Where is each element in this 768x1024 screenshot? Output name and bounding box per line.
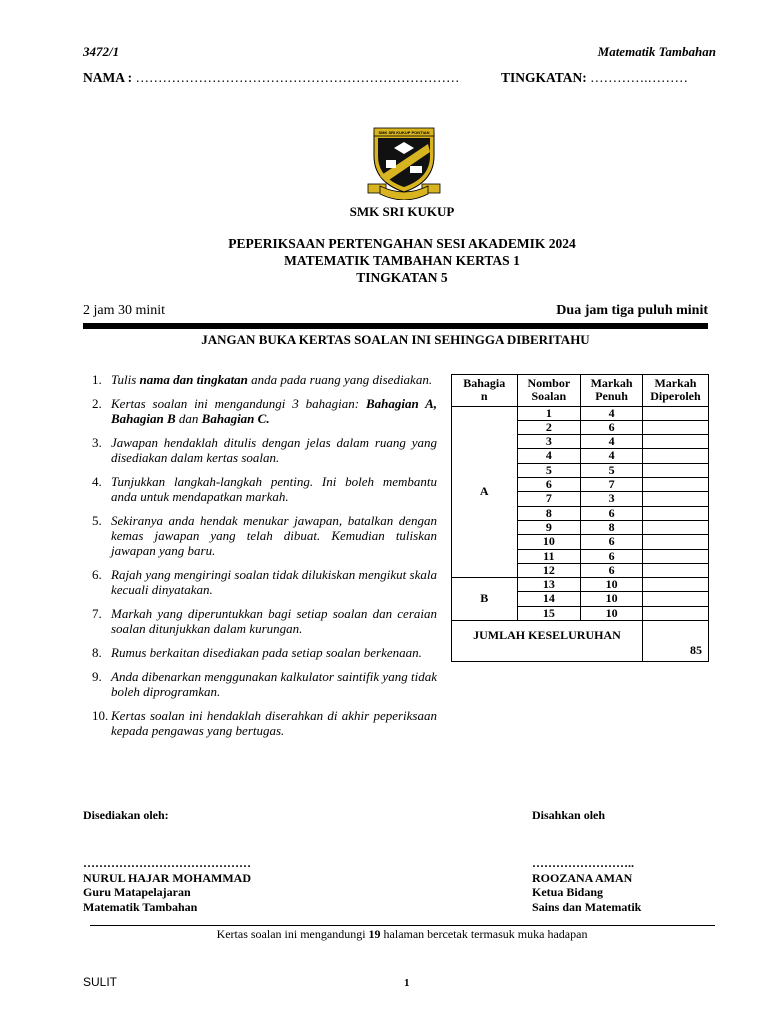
table-header-row bbox=[452, 375, 709, 407]
instruction-number: 7. bbox=[92, 606, 102, 621]
full-marks-cell: 3 bbox=[581, 492, 643, 506]
obtained-marks-cell[interactable] bbox=[642, 435, 708, 449]
instruction-number: 4. bbox=[92, 474, 102, 489]
full-marks-cell: 4 bbox=[581, 449, 643, 463]
instruction-item bbox=[88, 708, 437, 738]
instruction-number: 5. bbox=[92, 513, 102, 528]
instruction-text: Tunjukkan langkah-langkah penting. Ini boleh membantu anda untuk mendapatkan markah. bbox=[111, 474, 437, 504]
instruction-number: 3. bbox=[92, 435, 102, 450]
paper-code: 3472/1 bbox=[83, 44, 120, 59]
instruction-number: 2. bbox=[92, 396, 102, 411]
instruction-text: Rumus berkaitan disediakan pada setiap soalan berkenaan. bbox=[111, 645, 422, 660]
obtained-marks-cell[interactable] bbox=[642, 420, 708, 434]
page-count-note: Kertas soalan ini mengandungi 19 halaman bercetak termasuk muka hadapan bbox=[216, 927, 588, 941]
full-marks-cell: 6 bbox=[581, 420, 643, 434]
column-header: Bahagia n bbox=[452, 375, 518, 407]
prepared-role: Guru Matapelajaran bbox=[83, 885, 191, 899]
instructions-list bbox=[88, 372, 437, 747]
approved-role: Ketua Bidang bbox=[532, 885, 604, 899]
instruction-text: Kertas soalan ini mengandungi 3 bahagian: Bahagian A, Bahagian B dan Bahagian C. bbox=[111, 396, 437, 426]
obtained-marks-cell[interactable] bbox=[642, 563, 708, 577]
instruction-number: 9. bbox=[92, 669, 102, 684]
exam-title: PEPERIKSAAN PERTENGAHAN SESI AKADEMIK 2024 bbox=[228, 236, 576, 251]
prepared-by-label: Disediakan oleh: bbox=[83, 808, 169, 822]
full-marks-cell: 10 bbox=[581, 592, 643, 606]
total-value: 85 bbox=[642, 621, 708, 662]
question-number-cell: 9 bbox=[517, 520, 581, 534]
column-header: Nombor Soalan bbox=[517, 375, 581, 407]
obtained-marks-cell[interactable] bbox=[642, 520, 708, 534]
question-number-cell: 6 bbox=[517, 478, 581, 492]
instruction-text: Rajah yang mengiringi soalan tidak dilukiskan mengikut skala kecuali dinyatakan. bbox=[111, 567, 437, 597]
name-field bbox=[83, 70, 460, 86]
instruction-item bbox=[88, 645, 437, 660]
full-marks-cell: 10 bbox=[581, 606, 643, 620]
column-header: Markah Penuh bbox=[581, 375, 643, 407]
obtained-marks-cell[interactable] bbox=[642, 592, 708, 606]
full-marks-cell: 6 bbox=[581, 549, 643, 563]
instruction-text: Tulis nama dan tingkatan anda pada ruang yang disediakan. bbox=[111, 372, 433, 387]
instruction-text: Kertas soalan ini hendaklah diserahkan di akhir peperiksaan kepada pengawas yang bertugas. bbox=[111, 708, 437, 738]
question-number-cell: 3 bbox=[517, 435, 581, 449]
instruction-number: 10. bbox=[92, 708, 109, 723]
instruction-item bbox=[88, 396, 437, 426]
instruction-text: Anda dibenarkan menggunakan kalkulator saintifik yang tidak boleh diprogramkan. bbox=[111, 669, 437, 699]
question-number-cell: 11 bbox=[517, 549, 581, 563]
question-number-cell: 2 bbox=[517, 420, 581, 434]
form-field bbox=[501, 70, 688, 86]
instruction-item bbox=[88, 567, 437, 597]
obtained-marks-cell[interactable] bbox=[642, 449, 708, 463]
instruction-text: Sekiranya anda hendak menukar jawapan, batalkan dengan kemas jawapan yang telah dibuat. Kemudian tuliskan jawapan yang baru. bbox=[111, 513, 437, 558]
section-cell: B bbox=[452, 578, 518, 621]
full-marks-cell: 8 bbox=[581, 520, 643, 534]
instruction-text: Markah yang diperuntukkan bagi setiap soalan dan ceraian soalan ditunjukkan dalam kurungan. bbox=[111, 606, 437, 636]
total-label: JUMLAH KESELURUHAN bbox=[452, 621, 643, 662]
column-header: Markah Diperoleh bbox=[642, 375, 708, 407]
full-marks-cell: 5 bbox=[581, 463, 643, 477]
section-cell: A bbox=[452, 406, 518, 578]
instruction-item bbox=[88, 606, 437, 636]
instruction-item bbox=[88, 435, 437, 465]
prepared-signature-line: …………………………………… bbox=[83, 856, 251, 870]
prepared-dept: Matematik Tambahan bbox=[83, 899, 198, 914]
question-number-cell: 15 bbox=[517, 606, 581, 620]
form-dots: ………….……… bbox=[590, 70, 689, 85]
table-row bbox=[452, 578, 709, 592]
instruction-item bbox=[88, 669, 437, 699]
approved-by-label: Disahkan oleh bbox=[532, 808, 606, 822]
marks-table bbox=[451, 374, 709, 662]
paper-title: MATEMATIK TAMBAHAN KERTAS 1 bbox=[284, 253, 520, 268]
question-number-cell: 10 bbox=[517, 535, 581, 549]
obtained-marks-cell[interactable] bbox=[642, 535, 708, 549]
instruction-item bbox=[88, 372, 437, 387]
sulit-label: SULIT bbox=[83, 975, 118, 989]
instruction-number: 1. bbox=[92, 372, 102, 387]
obtained-marks-cell[interactable] bbox=[642, 463, 708, 477]
crest-banner: SMK SRI KUKUP PONTIAN bbox=[378, 130, 430, 135]
form-title: TINGKATAN 5 bbox=[356, 270, 448, 285]
duration-words: Dua jam tiga puluh minit bbox=[556, 303, 708, 318]
prepared-name: NURUL HAJAR MOHAMMAD bbox=[83, 870, 251, 885]
obtained-marks-cell[interactable] bbox=[642, 506, 708, 520]
approved-dept: Sains dan Matematik bbox=[532, 899, 642, 914]
question-number-cell: 13 bbox=[517, 578, 581, 592]
obtained-marks-cell[interactable] bbox=[642, 406, 708, 420]
footer-divider bbox=[90, 925, 715, 926]
full-marks-cell: 7 bbox=[581, 478, 643, 492]
approved-name: ROOZANA AMAN bbox=[532, 870, 633, 885]
warning-text: JANGAN BUKA KERTAS SOALAN INI SEHINGGA DIBERITAHU bbox=[201, 332, 590, 347]
question-number-cell: 4 bbox=[517, 449, 581, 463]
approved-signature-line: …………………….. bbox=[532, 856, 634, 870]
instruction-item bbox=[88, 474, 437, 504]
name-dots: ……………………………………………………………… bbox=[135, 70, 460, 85]
full-marks-cell: 6 bbox=[581, 506, 643, 520]
question-number-cell: 12 bbox=[517, 563, 581, 577]
page-number: 1 bbox=[404, 977, 410, 989]
instruction-number: 6. bbox=[92, 567, 102, 582]
prepared-by-block bbox=[83, 856, 251, 914]
full-marks-cell: 6 bbox=[581, 535, 643, 549]
question-number-cell: 7 bbox=[517, 492, 581, 506]
obtained-marks-cell[interactable] bbox=[642, 606, 708, 620]
question-number-cell: 8 bbox=[517, 506, 581, 520]
question-number-cell: 14 bbox=[517, 592, 581, 606]
obtained-marks-cell[interactable] bbox=[642, 578, 708, 592]
full-marks-cell: 4 bbox=[581, 406, 643, 420]
obtained-marks-cell[interactable] bbox=[642, 478, 708, 492]
subject-header: Matematik Tambahan bbox=[597, 44, 716, 59]
obtained-marks-cell[interactable] bbox=[642, 549, 708, 563]
full-marks-cell: 6 bbox=[581, 563, 643, 577]
school-crest-icon bbox=[366, 126, 442, 200]
question-number-cell: 5 bbox=[517, 463, 581, 477]
approved-by-block bbox=[532, 856, 641, 914]
full-marks-cell: 4 bbox=[581, 435, 643, 449]
full-marks-cell: 10 bbox=[581, 578, 643, 592]
thick-divider bbox=[83, 323, 708, 329]
question-number-cell: 1 bbox=[517, 406, 581, 420]
name-label: NAMA : bbox=[83, 70, 133, 85]
instruction-text: Jawapan hendaklah ditulis dengan jelas dalam ruang yang disediakan dalam kertas soalan. bbox=[111, 435, 437, 465]
form-label: TINGKATAN: bbox=[501, 70, 587, 85]
obtained-marks-cell[interactable] bbox=[642, 492, 708, 506]
school-name: SMK SRI KUKUP bbox=[349, 204, 455, 219]
total-row bbox=[452, 621, 709, 662]
duration-numeric: 2 jam 30 minit bbox=[83, 303, 166, 318]
instruction-item bbox=[88, 513, 437, 558]
table-row bbox=[452, 406, 709, 420]
instruction-number: 8. bbox=[92, 645, 102, 660]
